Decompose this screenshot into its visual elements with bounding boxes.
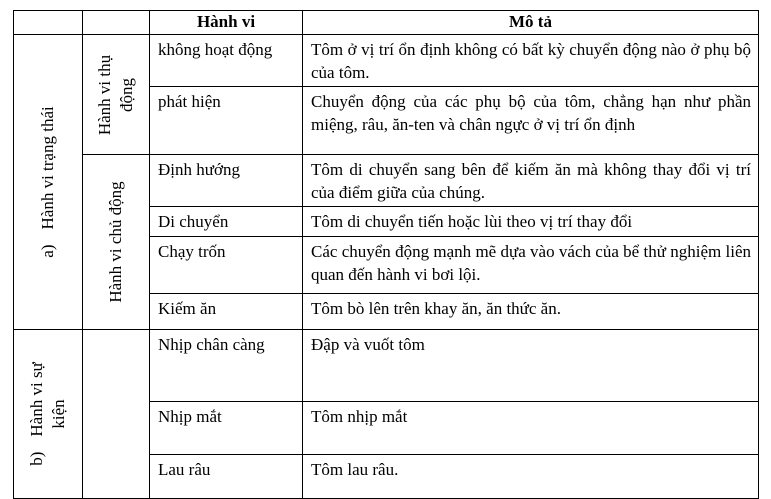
- table-header-row: [14, 11, 759, 35]
- subgroup-passive-line1: Hành vi thụ: [95, 54, 114, 135]
- behavior-cell-orient: Định hướng: [150, 155, 303, 207]
- description-cell-detect: Chuyển động của các phụ bộ của tôm, chẳng hạn như phần miệng, râu, ăn-ten và chân ngực ở vị trí ổn định: [303, 87, 759, 155]
- behavior-cell-escape: Chạy trốn: [150, 237, 303, 294]
- description-cell-move: Tôm di chuyển tiến hoặc lùi theo vị trí thay đổi: [303, 207, 759, 237]
- subgroup-passive-line2: động: [117, 77, 136, 112]
- subgroup-passive-label: [94, 54, 138, 134]
- group-b-prefix: b): [27, 451, 46, 466]
- group-a-prefix: a): [38, 244, 57, 258]
- group-a-title: Hành vi trạng thái: [38, 106, 57, 230]
- group-b-label-cell: [14, 330, 83, 499]
- subgroup-passive-label-cell: [83, 35, 150, 155]
- behavior-cell-inactive: không hoạt động: [150, 35, 303, 87]
- table-row: [14, 35, 759, 87]
- description-cell-escape: Các chuyển động mạnh mẽ dựa vào vách của bể thử nghiệm liên quan đến hành vi bơi lội.: [303, 237, 759, 294]
- description-cell-forage: Tôm bò lên trên khay ăn, ăn thức ăn.: [303, 294, 759, 330]
- behavior-cell-eye-blink: Nhịp mắt: [150, 402, 303, 455]
- subgroup-active-line1: Hành vi chủ động: [106, 181, 125, 303]
- header-empty-group-cell: [14, 11, 83, 35]
- description-cell-leg-beat: Đập và vuốt tôm: [303, 330, 759, 402]
- group-a-label-cell: [14, 35, 83, 330]
- group-b-label: [26, 362, 70, 466]
- subgroup-empty-cell: [83, 330, 150, 499]
- behavior-cell-antenna-wipe: Lau râu: [150, 455, 303, 499]
- group-b-title-line1: Hành vi sự: [27, 362, 46, 437]
- behavior-cell-leg-beat: Nhịp chân càng: [150, 330, 303, 402]
- group-b-title-line2: kiện: [49, 399, 68, 429]
- description-cell-antenna-wipe: Tôm lau râu.: [303, 455, 759, 499]
- shrimp-behavior-table: [13, 10, 759, 499]
- subgroup-active-label: [105, 181, 127, 302]
- group-a-label: [37, 106, 59, 257]
- description-cell-inactive: Tôm ở vị trí ổn định không có bất kỳ chuyển động nào ở phụ bộ của tôm.: [303, 35, 759, 87]
- table-row: [14, 155, 759, 207]
- behavior-cell-move: Di chuyển: [150, 207, 303, 237]
- column-header-behavior: Hành vi: [150, 11, 303, 35]
- description-cell-eye-blink: Tôm nhịp mắt: [303, 402, 759, 455]
- subgroup-active-label-cell: [83, 155, 150, 330]
- table-row: [14, 330, 759, 402]
- description-cell-orient: Tôm di chuyển sang bên để kiếm ăn mà không thay đổi vị trí của điểm giữa của chúng.: [303, 155, 759, 207]
- column-header-description: Mô tả: [303, 11, 759, 35]
- behavior-cell-detect: phát hiện: [150, 87, 303, 155]
- behavior-cell-forage: Kiếm ăn: [150, 294, 303, 330]
- header-empty-subgroup-cell: [83, 11, 150, 35]
